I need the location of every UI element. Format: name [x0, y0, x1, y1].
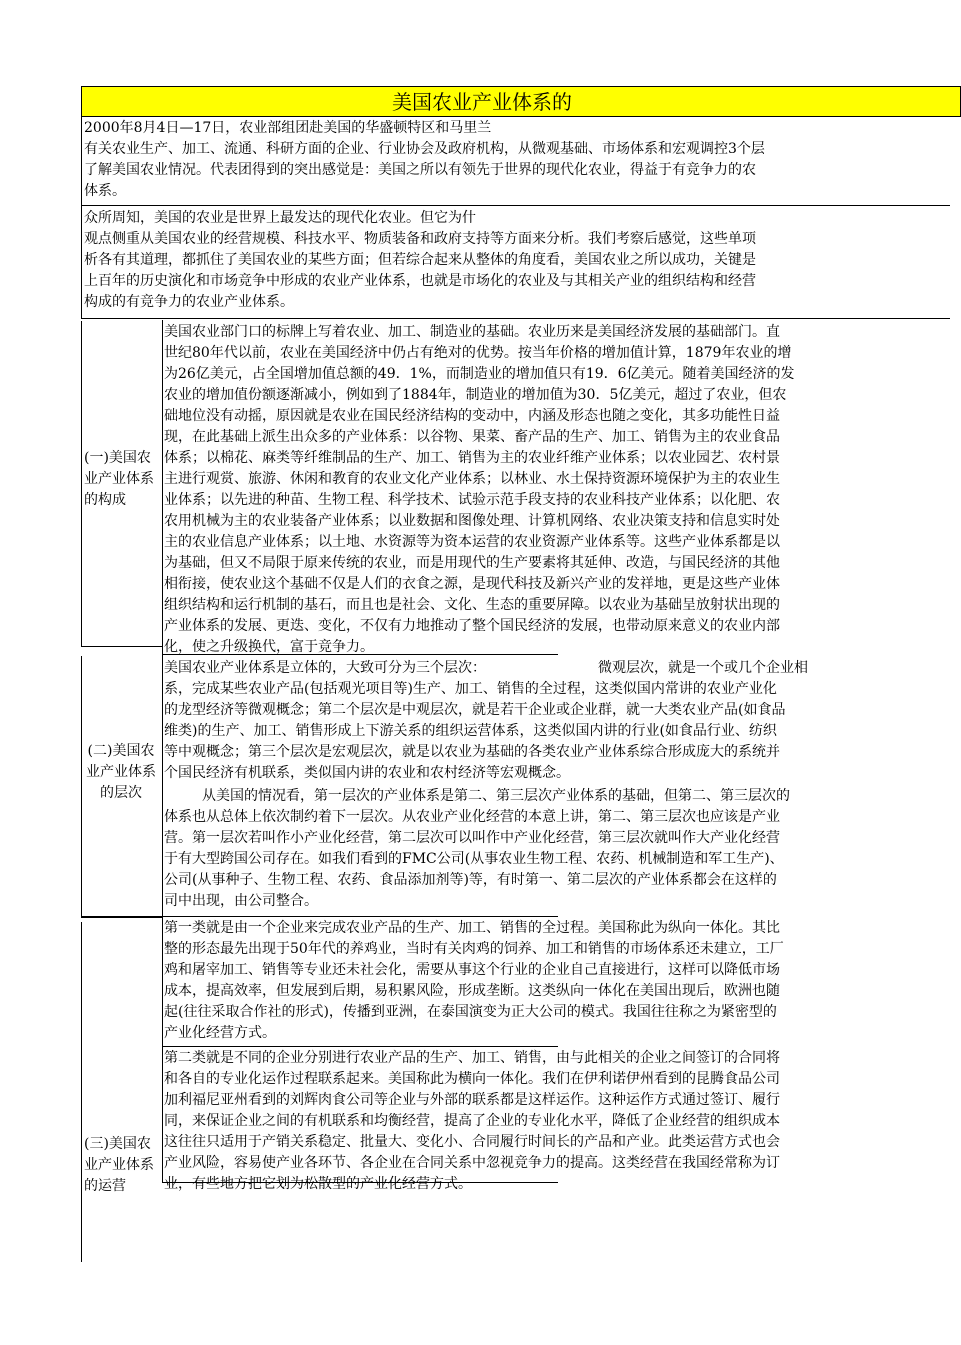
- text-line: 观点侧重从美国农业的经营规模、科技水平、物质装备和政府支持等方面来分析。我们考察后感觉，这些单项: [84, 231, 756, 247]
- text-line: 成本，提高效率，但发展到后期，易积累风险，形成垄断。这类纵向一体化在美国出现后，欧洲也随: [164, 983, 780, 999]
- text-line: 体系；以棉花、麻类等纤维制品的生产、加工、销售为主的农业纤维产业体系；以农业园艺、农村景: [164, 450, 780, 466]
- text-line: 为基础，但又不局限于原来传统的农业，而是用现代的生产要素将其延伸、改造，与国民经济的其他: [164, 555, 780, 571]
- text-line: 加利福尼亚州看到的刘辉肉食公司等企业与外部的联系都是这样运作。这种运作方式通过签订、履行: [164, 1092, 780, 1108]
- text-line: 业，有些地方把它划为松散型的产业化经营方式。: [164, 1176, 472, 1192]
- row-divider: [81, 916, 558, 917]
- section-3-paragraph-1[interactable]: [164, 918, 950, 1046]
- text-line: 2000年8月4日—17日，农业部组团赴美国的华盛顿特区和马里兰: [84, 120, 492, 136]
- text-line: 现，在此基础上派生出众多的产业体系：以谷物、果菜、畜产品的生产、加工、销售为主的农业食品: [164, 429, 780, 445]
- text-line: 第二类就是不同的企业分别进行农业产品的生产、加工、销售，由与此相关的企业之间签订的合同将: [164, 1050, 780, 1066]
- text-line: 公司(从事种子、生物工程、农药、食品添加剂等)等，有时第一、第二层次的产业体系都会在这样的: [164, 872, 777, 888]
- section-label-1: (一)美国农业产业体系的构成: [84, 450, 154, 508]
- text-line: 司中出现，由公司整合。: [164, 893, 318, 909]
- text-line: 化，使之升级换代，富于竞争力。: [164, 639, 374, 655]
- section-label-2: (二)美国农业产业体系的层次: [86, 743, 156, 801]
- text-line: 维类)的生产、加工、销售形成上下游关系的组织运营体系，这类似国内讲的行业(如食品行业、纺织: [164, 723, 777, 739]
- title-cell[interactable]: [81, 86, 961, 117]
- section-label-3: (三)美国农业产业体系的运营: [84, 1136, 154, 1194]
- row-divider: [81, 205, 950, 206]
- text-line: 同，来保证企业之间的有机联系和均衡经营，提高了企业的专业化水平，降低了企业经营的组织成本: [164, 1113, 780, 1129]
- text-line: 上百年的历史演化和市场竞争中形成的农业产业体系，也就是市场化的农业及与其相关产业的组织结构和经营: [84, 273, 756, 289]
- column-border: [162, 656, 163, 918]
- row-divider: [81, 318, 950, 319]
- text-line: 体系。: [84, 183, 126, 199]
- column-border: [162, 918, 163, 1183]
- text-line: 有关农业生产、加工、流通、科研方面的企业、行业协会及政府机构，从微观基础、市场体系和宏观调控3个层: [84, 141, 765, 157]
- text-line: 相衔接，使农业这个基础不仅是人们的衣食之源，是现代科技及新兴产业的发祥地，更是这些产业体: [164, 576, 780, 592]
- text-line: 系，完成某些农业产品(包括观光项目等)生产、加工、销售的全过程，这类似国内常讲的农业产业化: [164, 681, 777, 697]
- document-title: 美国农业产业体系的: [392, 90, 572, 114]
- row-divider: [162, 1046, 558, 1047]
- text-line: 和各自的专业化运作过程联系起来。美国称此为横向一体化。我们在伊利诺伊州看到的昆腾食品公司: [164, 1071, 780, 1087]
- text-line: 析各有其道理，都抓住了美国农业的某些方面；但若综合起来从整体的角度看，美国农业之所以成功，关键是: [84, 252, 756, 268]
- text-line: 了解美国农业情况。代表团得到的突出感觉是：美国之所以有领先于世界的现代化农业，得益于有竞争力的农: [84, 162, 756, 178]
- text-line: 农用机械为主的农业装备产业体系；以业数据和图像处理、计算机网络、农业决策支持和信息实时处: [164, 513, 780, 529]
- text-line: 第一类就是由一个企业来完成农业产品的生产、加工、销售的全过程。美国称此为纵向一体化。其比: [164, 920, 780, 936]
- text-line: 鸡和屠宰加工、销售等专业还未社会化，需要从事这个行业的企业自己直接进行，这样可以降低市场: [164, 962, 780, 978]
- text-line: [164, 658, 950, 679]
- text-line: 础地位没有动摇，原因就是农业在国民经济结构的变动中，内涵及形态也随之变化，其多功能性日益: [164, 408, 780, 424]
- section-label-cell-3[interactable]: [81, 922, 162, 1262]
- text-line: 美国农业部门口的标牌上写着农业、加工、制造业的基础。农业历来是美国经济发展的基础部门。直: [164, 324, 780, 340]
- section-2-paragraph-1[interactable]: [164, 658, 950, 786]
- intro-paragraph-1[interactable]: [84, 118, 950, 204]
- inline-note: 微观层次，就是一个或几个企业相: [598, 660, 808, 676]
- text-line: 农业的增加值份额逐渐减小，例如到了1884年，制造业的增加值为30．5亿美元，超过了农业，但农: [164, 387, 787, 403]
- text-line: 产业体系的发展、更迭、变化，不仅有力地推动了整个国民经济的发展，也带动原来意义的农业内部: [164, 618, 780, 634]
- text-fragment: 美国农业产业体系是立体的，大致可分为三个层次：: [164, 660, 486, 676]
- text-line: 构成的有竞争力的农业产业体系。: [84, 294, 294, 310]
- text-line: 产业化经营方式。: [164, 1025, 276, 1041]
- text-line: 为26亿美元，占全国增加值总额的49．1%，而制造业的增加值只有19．6亿美元。随着美国经济的发: [164, 366, 795, 382]
- text-line: 体系也从总体上依次制约着下一层次。从农业产业化经营的本意上讲，第二、第三层次也应该是产业: [164, 809, 780, 825]
- text-line: 主进行观赏、旅游、休闲和教育的农业文化产业体系；以林业、水土保持资源环境保护为主的农业生: [164, 471, 780, 487]
- text-line: 世纪80年代以前，农业在美国经济中仍占有绝对的优势。按当年价格的增加值计算，1879年农业的增: [164, 345, 792, 361]
- text-line: 等中观概念；第三个层次是宏观层次，就是以农业为基础的各类农业产业体系综合形成庞大的系统并: [164, 744, 780, 760]
- section-1-content[interactable]: [164, 322, 950, 655]
- text-line: 个国民经济有机联系，类似国内讲的农业和农村经济等宏观概念。: [164, 765, 570, 781]
- row-divider: [162, 654, 558, 655]
- text-line: 整的形态最先出现于50年代的养鸡业，当时有关肉鸡的饲养、加工和销售的市场体系还未建立，工厂: [164, 941, 784, 957]
- text-line: 营。第一层次若叫作小产业化经营，第二层次可以叫作中产业化经营，第三层次就叫作大产业化经营: [164, 830, 780, 846]
- column-border: [162, 320, 163, 656]
- text-line: 主的农业信息产业体系；以土地、水资源等为资本运营的农业资源产业体系等。这些产业体系都是以: [164, 534, 780, 550]
- text-line: 众所周知，美国的农业是世界上最发达的现代化农业。但它为什: [84, 210, 476, 226]
- section-2-paragraph-2[interactable]: [164, 786, 950, 914]
- text-line: 的龙型经济等微观概念；第二个层次是中观层次，就是若干企业或企业群，就一大类农业产品(如食品: [164, 702, 786, 718]
- column-border: [81, 86, 82, 318]
- text-line: 产业风险，容易使产业各环节、各企业在合同关系中忽视竞争力的提高。这类经营在我国经常称为订: [164, 1155, 780, 1171]
- text-fragment: 从美国的情况看，第一层次的产业体系是第二、第三层次产业体系的基础，但第二、第三层次的: [202, 788, 790, 804]
- text-line: 这往往只适用于产销关系稳定、批量大、变化小、合同履行时间长的产品和产业。此类运营方式也会: [164, 1134, 780, 1150]
- intro-paragraph-2[interactable]: [84, 208, 950, 316]
- text-line: 于有大型跨国公司存在。如我们看到的FMC公司(从事农业生物工程、农药、机械制造和军工生产)、: [164, 851, 784, 867]
- text-line: [164, 786, 950, 807]
- section-3-paragraph-2[interactable]: [164, 1048, 950, 1192]
- row-divider: [162, 1182, 558, 1183]
- text-line: 组织结构和运行机制的基石，而且也是社会、文化、生态的重要屏障。以农业为基础呈放射状出现的: [164, 597, 780, 613]
- text-line: 起(往往采取合作社的形式)，传播到亚洲，在泰国演变为正大公司的模式。我国往往称之为紧密型的: [164, 1004, 777, 1020]
- text-line: 业体系；以先进的种苗、生物工程、科学技术、试验示范手段支持的农业科技产业体系；以化肥、农: [164, 492, 780, 508]
